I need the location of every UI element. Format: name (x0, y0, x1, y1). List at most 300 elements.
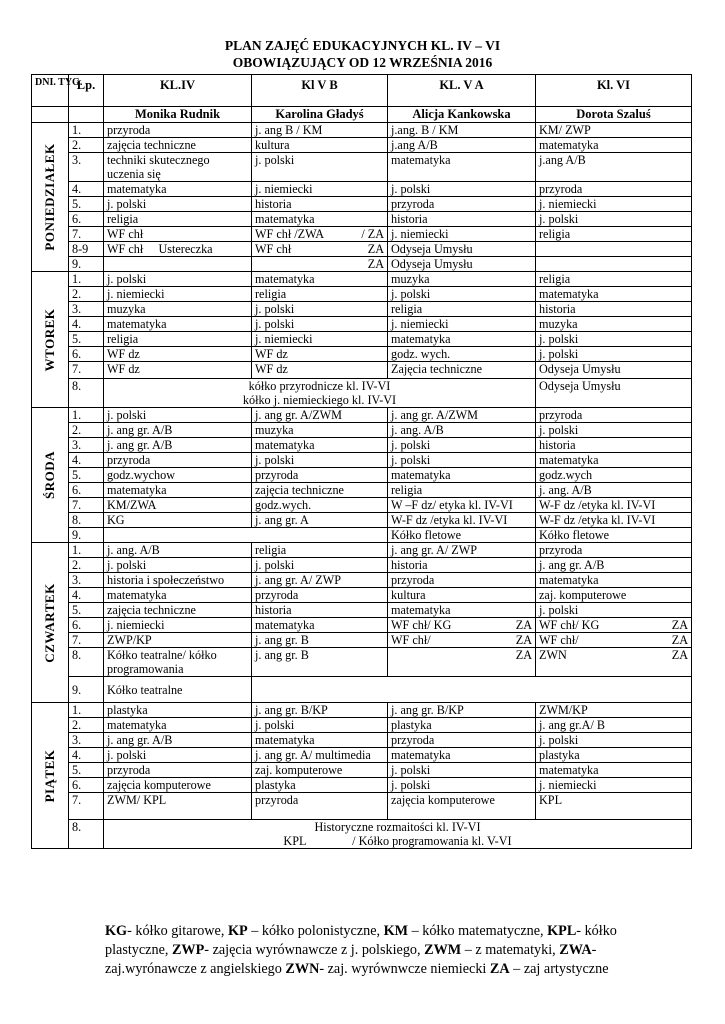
table-cell: j. polski (536, 212, 692, 227)
table-row (32, 182, 692, 197)
table-row (32, 347, 692, 362)
table-cell: ZWM/ KPL (104, 793, 252, 820)
table-cell: przyroda (536, 543, 692, 558)
table-cell: WF dz (104, 362, 252, 379)
table-cell: kultura (252, 138, 388, 153)
table-cell: j. polski (104, 197, 252, 212)
table-cell: matematyka (252, 212, 388, 227)
table-cell: ZWN (285, 961, 320, 977)
table-cell: j. ang gr. A/ multimedia (252, 748, 388, 763)
table-cell: – z matematyki, (461, 942, 560, 958)
table-cell: Zajęcia techniczne (388, 362, 536, 379)
table-cell: ZA (367, 242, 384, 256)
table-cell: / Kółko programowania kl. V-VI (352, 834, 512, 848)
table-cell: 7. (69, 362, 104, 379)
table-row (32, 468, 692, 483)
table-cell: plastyka (388, 718, 536, 733)
table-row (32, 528, 692, 543)
table-row (32, 438, 692, 453)
table-cell: j. ang gr. A/B (536, 558, 692, 573)
table-cell: 9. (69, 257, 104, 272)
table-cell: 6. (69, 778, 104, 793)
table-cell: religia (104, 332, 252, 347)
table-cell (536, 633, 692, 648)
table-cell: muzyka (104, 302, 252, 317)
table-cell: 4. (69, 588, 104, 603)
table-cell: KM (383, 923, 409, 939)
table-row (32, 483, 692, 498)
table-cell: przyroda (388, 573, 536, 588)
table-cell: Historyczne rozmaitości kl. IV-VI (314, 820, 481, 834)
table-cell: j. polski (104, 558, 252, 573)
teacher-name: Alicja Kankowska (388, 107, 536, 123)
table-cell: przyroda (388, 197, 536, 212)
table-cell: WF chł (107, 242, 144, 256)
table-cell: W –F dz/ etyka kl. IV-VI (388, 498, 536, 513)
table-cell: j. niemiecki (252, 332, 388, 347)
table-cell: 6. (69, 483, 104, 498)
table-cell: muzyka (388, 272, 536, 287)
class-header: KL. V A (388, 75, 536, 107)
table-cell: 3. (69, 302, 104, 317)
table-row (32, 603, 692, 618)
table-cell: j. ang B / KM (252, 123, 388, 138)
table-cell: j. polski (388, 182, 536, 197)
table-cell: j. ang gr. B (252, 633, 388, 648)
table-cell: j. polski (536, 423, 692, 438)
table-cell: – kółko matematyczne, (408, 923, 548, 939)
class-header: Kl. VI (536, 75, 692, 107)
table-cell: - zaj.wyrónawcze z angielskiego (105, 942, 597, 977)
table-cell (104, 820, 692, 849)
table-cell: kultura (388, 588, 536, 603)
table-row (32, 677, 692, 703)
table-cell: KM/ZWA (104, 498, 252, 513)
table-cell: zaj. komputerowe (536, 588, 692, 603)
table-cell: matematyka (388, 748, 536, 763)
table-row (32, 558, 692, 573)
table-cell: Odyseja Umysłu (388, 242, 536, 257)
table-cell: j. polski (104, 408, 252, 423)
table-cell (388, 633, 536, 648)
table-cell: plastyka (536, 748, 692, 763)
table-row (32, 287, 692, 302)
table-cell: j. ang. A/B (536, 483, 692, 498)
table-cell: - zaj. wyrównwcze niemiecki (319, 961, 490, 977)
table-cell: j. polski (536, 603, 692, 618)
table-row (32, 123, 692, 138)
table-cell: 1. (69, 123, 104, 138)
table-cell: godz. wych. (388, 347, 536, 362)
table-row (32, 212, 692, 227)
table-cell: j. polski (536, 332, 692, 347)
legend (105, 922, 665, 979)
table-cell: religia (536, 227, 692, 242)
table-cell: j. polski (252, 317, 388, 332)
table-cell: WF chł/ KG (391, 618, 452, 632)
table-cell: j. polski (252, 302, 388, 317)
table-cell: 8-9 (69, 242, 104, 257)
table-cell: matematyka (388, 153, 536, 182)
table-cell: 3. (69, 733, 104, 748)
table-cell: godz.wych. (252, 498, 388, 513)
table-cell: matematyka (252, 438, 388, 453)
table-row (32, 153, 692, 182)
table-cell: kółko j. niemieckiego kl. IV-VI (242, 393, 397, 407)
table-cell: 2. (69, 558, 104, 573)
table-row (32, 362, 692, 379)
table-cell: WF chł/ (539, 633, 579, 647)
table-row (32, 257, 692, 272)
table-cell: matematyka (536, 138, 692, 153)
table-cell (32, 107, 69, 123)
table-cell: ZWP (171, 942, 205, 958)
table-cell: historia (252, 197, 388, 212)
table-cell: historia (536, 302, 692, 317)
table-cell: WF chł/ (391, 633, 431, 647)
table-cell: j. polski (536, 733, 692, 748)
class-header: Kl V B (252, 75, 388, 107)
table-cell: KG (105, 923, 128, 939)
day-label (32, 123, 69, 272)
table-cell: j. niemiecki (388, 227, 536, 242)
table-cell: 1. (69, 703, 104, 718)
table-cell: religia (388, 483, 536, 498)
table-cell: WF dz (252, 347, 388, 362)
table-cell: historia (388, 212, 536, 227)
table-cell: religia (536, 272, 692, 287)
table-cell: religia (388, 302, 536, 317)
class-header: KL.IV (104, 75, 252, 107)
table-row (32, 778, 692, 793)
table-cell (252, 257, 388, 272)
table-cell: ZWP/KP (104, 633, 252, 648)
day-label (32, 272, 69, 408)
teacher-name: Dorota Szaluś (536, 107, 692, 123)
table-row (32, 763, 692, 778)
table-cell (388, 618, 536, 633)
table-row (32, 733, 692, 748)
table-cell: j. ang. A/B (388, 423, 536, 438)
table-cell: historia i społeczeństwo (104, 573, 252, 588)
table-cell: matematyka (104, 483, 252, 498)
table-cell: matematyka (104, 182, 252, 197)
table-row (32, 423, 692, 438)
table-row (32, 648, 692, 677)
table-cell: zajęcia techniczne (104, 138, 252, 153)
table-cell: j. niemiecki (252, 182, 388, 197)
table-row (32, 242, 692, 257)
table-cell: j.ang A/B (388, 138, 536, 153)
table-cell: W-F dz /etyka kl. IV-VI (388, 513, 536, 528)
table-cell: 1. (69, 272, 104, 287)
table-row (32, 498, 692, 513)
table-row (32, 573, 692, 588)
table-cell: j. ang gr. A/ ZWP (388, 543, 536, 558)
table-cell: PIĄTEK (42, 749, 57, 802)
table-cell: Ustereczka (158, 242, 213, 256)
table-cell: 7. (69, 498, 104, 513)
table-cell: ZWM (424, 942, 462, 958)
table-cell: j. polski (388, 453, 536, 468)
table-cell: 6. (69, 212, 104, 227)
table-row (32, 408, 692, 423)
table-cell: 8. (69, 513, 104, 528)
table-cell (536, 242, 692, 257)
table-cell: j. niemiecki (536, 197, 692, 212)
table-cell: j. polski (536, 347, 692, 362)
table-cell: godz.wych (536, 468, 692, 483)
table-cell: 8. (69, 648, 104, 677)
table-cell: 1. (69, 408, 104, 423)
table-cell: CZWARTEK (42, 582, 57, 663)
teacher-name: Karolina Gładyś (252, 107, 388, 123)
table-cell: KPL (547, 923, 577, 939)
table-cell: j. ang. A/B (104, 543, 252, 558)
table-cell: – zaj artystyczne (509, 961, 609, 977)
table-cell (252, 242, 388, 257)
table-cell: KG (104, 513, 252, 528)
table-cell: j. ang gr. A/ZWM (252, 408, 388, 423)
table-cell: j. ang gr. B (252, 648, 388, 677)
table-cell: W-F dz /etyka kl. IV-VI (536, 513, 692, 528)
table-cell: ZA (515, 618, 532, 632)
day-label (32, 408, 69, 543)
table-row (32, 197, 692, 212)
table-cell: 2. (69, 718, 104, 733)
table-cell: matematyka (104, 588, 252, 603)
table-cell: WF chł (104, 227, 252, 242)
table-cell: j. polski (252, 153, 388, 182)
table-cell: j. polski (388, 287, 536, 302)
table-cell: j. polski (104, 272, 252, 287)
table-cell: j. polski (252, 558, 388, 573)
table-cell: j. polski (104, 748, 252, 763)
table-cell: ZWA (559, 942, 592, 958)
table-cell: 4. (69, 182, 104, 197)
table-cell: KP (227, 923, 248, 939)
table-cell: historia (252, 603, 388, 618)
table-row (32, 618, 692, 633)
table-cell: 6. (69, 618, 104, 633)
table-row (32, 703, 692, 718)
table-cell: ZA (515, 648, 532, 662)
table-cell: techniki skutecznego uczenia się (104, 153, 252, 182)
table-cell: WTOREK (42, 308, 57, 371)
table-cell: matematyka (536, 763, 692, 778)
table-cell (104, 528, 388, 543)
table-cell: przyroda (252, 468, 388, 483)
table-cell: WF chł (255, 242, 292, 256)
page-title: PLAN ZAJĘĆ EDUKACYJNYCH KL. IV – VI (224, 38, 501, 53)
day-label (32, 543, 69, 703)
table-row (32, 453, 692, 468)
table-cell: KPL (536, 793, 692, 820)
teacher-name: Monika Rudnik (104, 107, 252, 123)
table-cell: ZA (671, 618, 688, 632)
table-cell: muzyka (252, 423, 388, 438)
table-cell: kółko przyrodnicze kl. IV-VI (248, 379, 391, 393)
days-header: DNI. TYG. (32, 75, 69, 107)
table-cell: ZA (367, 257, 384, 271)
table-cell: matematyka (388, 603, 536, 618)
table-cell: matematyka (252, 618, 388, 633)
table-cell: ZA (489, 961, 510, 977)
table-cell (536, 648, 692, 677)
table-cell (252, 677, 692, 703)
table-row (32, 588, 692, 603)
table-cell: 3. (69, 438, 104, 453)
table-cell: matematyka (252, 272, 388, 287)
table-cell: 4. (69, 748, 104, 763)
table-cell: j. polski (388, 438, 536, 453)
table-cell: j. ang gr. B/KP (252, 703, 388, 718)
table-cell: j. niemiecki (388, 317, 536, 332)
table-row (32, 820, 692, 849)
table-cell: religia (252, 543, 388, 558)
table-cell: zajęcia komputerowe (104, 778, 252, 793)
header-row (32, 75, 692, 107)
page-subtitle: OBOWIĄZUJĄCY OD 12 WRZEŚNIA 2016 (232, 55, 493, 70)
table-cell: religia (104, 212, 252, 227)
table-cell: plastyka (104, 703, 252, 718)
table-cell: ZWM/KP (536, 703, 692, 718)
table-cell: 7. (69, 633, 104, 648)
table-cell: ZA (671, 648, 688, 662)
table-cell: PONIEDZIAŁEK (42, 143, 57, 251)
table-cell (252, 227, 388, 242)
table-cell: – kółko polonistyczne, (247, 923, 384, 939)
table-cell: W-F dz /etyka kl. IV-VI (536, 498, 692, 513)
teachers-row (32, 107, 692, 123)
table-cell: 7. (69, 227, 104, 242)
table-cell: zajęcia techniczne (104, 603, 252, 618)
table-cell: - zajęcia wyrównawcze z j. polskiego, (204, 942, 425, 958)
table-row (32, 379, 692, 408)
table-row (32, 543, 692, 558)
table-cell: przyroda (104, 763, 252, 778)
table-cell (388, 648, 536, 677)
table-cell: matematyka (104, 718, 252, 733)
table-cell: przyroda (104, 453, 252, 468)
table-cell (69, 107, 104, 123)
table-cell: 7. (69, 793, 104, 820)
table-cell: - kółko gitarowe, (127, 923, 228, 939)
table-cell: zaj. komputerowe (252, 763, 388, 778)
table-cell: 5. (69, 197, 104, 212)
table-row (32, 272, 692, 287)
table-cell: j. ang gr. A/ ZWP (252, 573, 388, 588)
table-cell: 6. (69, 347, 104, 362)
table-cell: 5. (69, 603, 104, 618)
table-cell: matematyka (536, 453, 692, 468)
table-cell: 2. (69, 287, 104, 302)
table-row (32, 227, 692, 242)
table-cell: matematyka (388, 468, 536, 483)
table-cell: KPL (283, 834, 307, 848)
table-cell: matematyka (536, 287, 692, 302)
table-cell: 4. (69, 453, 104, 468)
table-cell: ZA (515, 633, 532, 647)
table-cell: 3. (69, 153, 104, 182)
table-cell: j.ang A/B (536, 153, 692, 182)
table-cell: j. polski (252, 453, 388, 468)
table-cell: matematyka (536, 573, 692, 588)
table-row (32, 138, 692, 153)
table-cell: historia (536, 438, 692, 453)
table-row (32, 718, 692, 733)
table-cell: WF chł /ZWA (255, 227, 325, 241)
table-cell: ZWN (539, 648, 567, 662)
day-label (32, 703, 69, 849)
table-cell: j. polski (252, 718, 388, 733)
table-cell: Odyseja Umysłu (536, 362, 692, 379)
table-cell: przyroda (536, 182, 692, 197)
table-cell: 8. (69, 820, 104, 849)
table-cell: 1. (69, 543, 104, 558)
table-cell: j.ang. B / KM (388, 123, 536, 138)
table-cell: j. niemiecki (536, 778, 692, 793)
table-cell: plastyka (252, 778, 388, 793)
table-cell: Odyseja Umysłu (388, 257, 536, 272)
table-cell: j. niemiecki (104, 287, 252, 302)
table-cell: 8. (69, 379, 104, 408)
table-cell: 4. (69, 317, 104, 332)
table-cell: muzyka (536, 317, 692, 332)
table-cell: przyroda (388, 733, 536, 748)
table-cell: Kółko fletowe (536, 528, 692, 543)
table-cell: 9. (69, 528, 104, 543)
table-row (32, 633, 692, 648)
table-cell: j. ang gr. A/B (104, 733, 252, 748)
table-cell: 2. (69, 423, 104, 438)
table-cell: 3. (69, 573, 104, 588)
table-cell (104, 242, 252, 257)
table-cell: zajęcia techniczne (252, 483, 388, 498)
table-cell: - kółko plastyczne, (105, 923, 617, 958)
table-cell: / ZA (361, 227, 384, 241)
table-cell: 5. (69, 332, 104, 347)
table-cell: 2. (69, 138, 104, 153)
table-cell: j. ang gr. A/B (104, 438, 252, 453)
table-cell: j. ang gr. A (252, 513, 388, 528)
table-cell: WF dz (104, 347, 252, 362)
table-cell: WF chł/ KG (539, 618, 600, 632)
table-cell: j. polski (388, 763, 536, 778)
table-cell: Odyseja Umysłu (536, 379, 692, 408)
table-cell: matematyka (388, 332, 536, 347)
table-cell: religia (252, 287, 388, 302)
table-row (32, 302, 692, 317)
table-cell: Kółko teatralne/ kółko programowania (104, 648, 252, 677)
table-cell: matematyka (252, 733, 388, 748)
table-cell: zajęcia komputerowe (388, 793, 536, 820)
table-cell: KM/ ZWP (536, 123, 692, 138)
table-cell: j. ang gr. A/B (104, 423, 252, 438)
table-cell: godz.wychow (104, 468, 252, 483)
table-cell: j. ang gr. A/ZWM (388, 408, 536, 423)
table-cell: j. ang gr.A/ B (536, 718, 692, 733)
table-cell: przyroda (252, 793, 388, 820)
lp-header: Lp. (69, 75, 104, 107)
table-cell (104, 257, 252, 272)
table-cell: 5. (69, 468, 104, 483)
table-cell: 9. (69, 677, 104, 703)
table-row (32, 793, 692, 820)
table-cell: 5. (69, 763, 104, 778)
table-cell: historia (388, 558, 536, 573)
table-cell (536, 618, 692, 633)
